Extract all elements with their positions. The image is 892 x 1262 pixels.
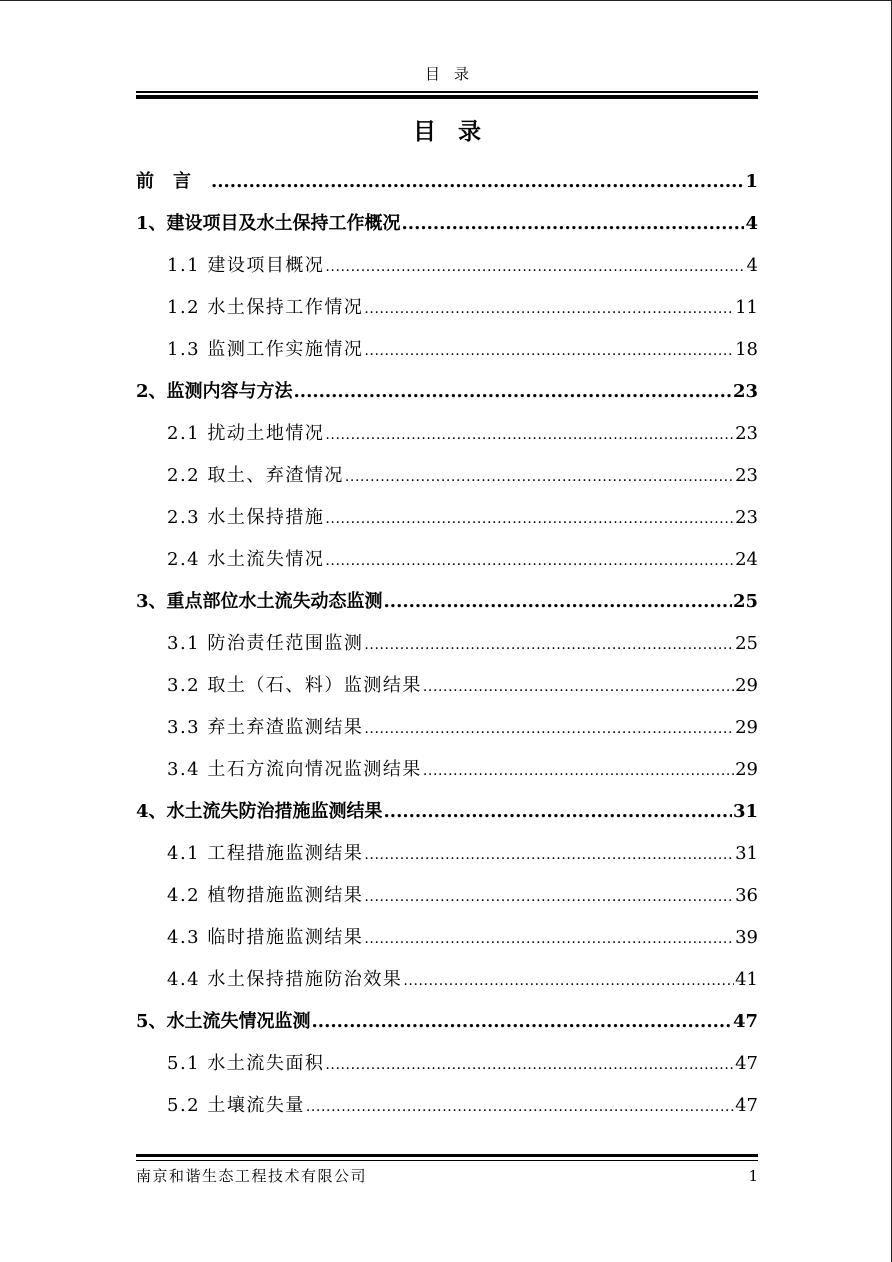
toc-section-entry[interactable] [136,833,758,875]
toc-page-number: 25 [732,591,758,612]
toc-entry-title: 1、建设项目及水土保持工作概况 [136,213,401,234]
toc-section-entry[interactable] [136,875,758,917]
toc-dot-leader [325,539,734,582]
toc-chapter-entry[interactable] [136,1001,758,1043]
toc-section-entry[interactable] [136,1085,758,1127]
toc-page-number: 1 [745,171,758,192]
toc-entry-title: 前言 [136,171,210,192]
toc-entry-title: 4.3 临时措施监测结果 [167,927,364,948]
toc-entry-title: 4.1 工程措施监测结果 [167,843,364,864]
toc-dot-leader [294,371,732,413]
toc-entry-title: 5、水土流失情况监测 [136,1011,311,1032]
running-header: 目录 [424,65,483,83]
toc-page-number: 29 [735,759,758,780]
toc-dot-leader [403,959,734,1002]
toc-page-number: 4 [746,255,758,276]
toc-dot-leader [306,1085,734,1128]
toc-chapter-entry[interactable] [136,791,758,833]
toc-section-entry[interactable] [136,329,758,371]
toc-chapter-entry[interactable] [136,371,758,413]
toc-section-entry[interactable] [136,1043,758,1085]
toc-section-entry[interactable] [136,497,758,539]
toc-page-number: 11 [735,297,758,318]
toc-section-entry[interactable] [136,245,758,287]
toc-page-number: 4 [745,213,758,234]
toc-dot-leader [364,329,734,372]
toc-entry-title: 1.2 水土保持工作情况 [167,297,364,318]
toc-dot-leader [423,749,734,792]
toc-dot-leader [384,581,732,623]
toc-page-number: 23 [735,507,758,528]
toc-page-number: 23 [735,465,758,486]
toc-page-number: 47 [735,1095,758,1116]
toc-entry-title: 3.3 弃土弃渣监测结果 [167,717,364,738]
toc-entry-title: 3.2 取土（石、料）监测结果 [167,675,422,696]
toc-entry-title: 4.4 水土保持措施防治效果 [167,969,403,990]
toc-section-entry[interactable] [136,287,758,329]
toc-page-number: 25 [735,633,758,654]
toc-section-entry[interactable] [136,959,758,1001]
toc-chapter-entry[interactable] [136,581,758,623]
toc-dot-leader [211,161,744,203]
toc-entry-title: 5.1 水土流失面积 [167,1053,325,1074]
toc-dot-leader [312,1001,732,1043]
toc-entry-title: 3.4 土石方流向情况监测结果 [167,759,422,780]
toc-entry-title: 4.2 植物措施监测结果 [167,885,364,906]
toc-section-entry[interactable] [136,749,758,791]
table-of-contents [136,161,758,1127]
toc-page-number: 36 [735,885,758,906]
toc-dot-leader [364,917,734,960]
toc-page-number: 31 [732,801,758,822]
toc-dot-leader [345,455,734,498]
toc-entry-title: 4、水土流失防治措施监测结果 [136,801,383,822]
toc-page-number: 23 [735,423,758,444]
toc-dot-leader [364,623,734,666]
toc-dot-leader [325,245,745,288]
toc-dot-leader [402,203,745,245]
toc-section-entry[interactable] [136,413,758,455]
toc-dot-leader [364,875,734,918]
toc-section-entry[interactable] [136,707,758,749]
toc-entry-title: 2.3 水土保持措施 [167,507,325,528]
toc-entry-title: 3、重点部位水土流失动态监测 [136,591,383,612]
footer-rule-thick [136,1154,758,1157]
toc-entry-title: 2.4 水土流失情况 [167,549,325,570]
toc-dot-leader [325,1043,734,1086]
footer-rule-thin [136,1160,758,1161]
toc-section-entry[interactable] [136,623,758,665]
toc-dot-leader [364,707,734,750]
page-border-top [0,0,892,1]
toc-page-number: 23 [732,381,758,402]
toc-page-number: 18 [735,339,758,360]
toc-entry-title: 1.1 建设项目概况 [167,255,325,276]
toc-page-number: 39 [735,927,758,948]
toc-page-number: 31 [735,843,758,864]
header-rule-thick [136,95,758,99]
toc-section-entry[interactable] [136,455,758,497]
toc-dot-leader [325,497,734,540]
toc-dot-leader [384,791,732,833]
toc-chapter-entry[interactable] [136,203,758,245]
footer-page-number: 1 [748,1167,758,1185]
toc-chapter-entry[interactable] [136,161,758,203]
toc-entry-title: 2.1 扰动土地情况 [167,423,325,444]
toc-entry-title: 2.2 取土、弃渣情况 [167,465,344,486]
toc-page-number: 47 [735,1053,758,1074]
toc-dot-leader [423,665,734,708]
toc-dot-leader [364,287,734,330]
toc-dot-leader [364,833,734,876]
toc-page-number: 24 [735,549,758,570]
toc-section-entry[interactable] [136,665,758,707]
footer-company: 南京和谐生态工程技术有限公司 [136,1167,368,1185]
toc-page-number: 41 [735,969,758,990]
toc-page-number: 47 [732,1011,758,1032]
toc-dot-leader [325,413,734,456]
toc-entry-title: 1.3 监测工作实施情况 [167,339,364,360]
toc-entry-title: 5.2 土壤流失量 [167,1095,305,1116]
toc-entry-title: 2、监测内容与方法 [136,381,293,402]
toc-entry-title: 3.1 防治责任范围监测 [167,633,364,654]
toc-page-number: 29 [735,675,758,696]
toc-page-number: 29 [735,717,758,738]
toc-section-entry[interactable] [136,539,758,581]
toc-section-entry[interactable] [136,917,758,959]
page-title: 目录 [413,118,503,145]
header-rule-thin [136,91,758,93]
